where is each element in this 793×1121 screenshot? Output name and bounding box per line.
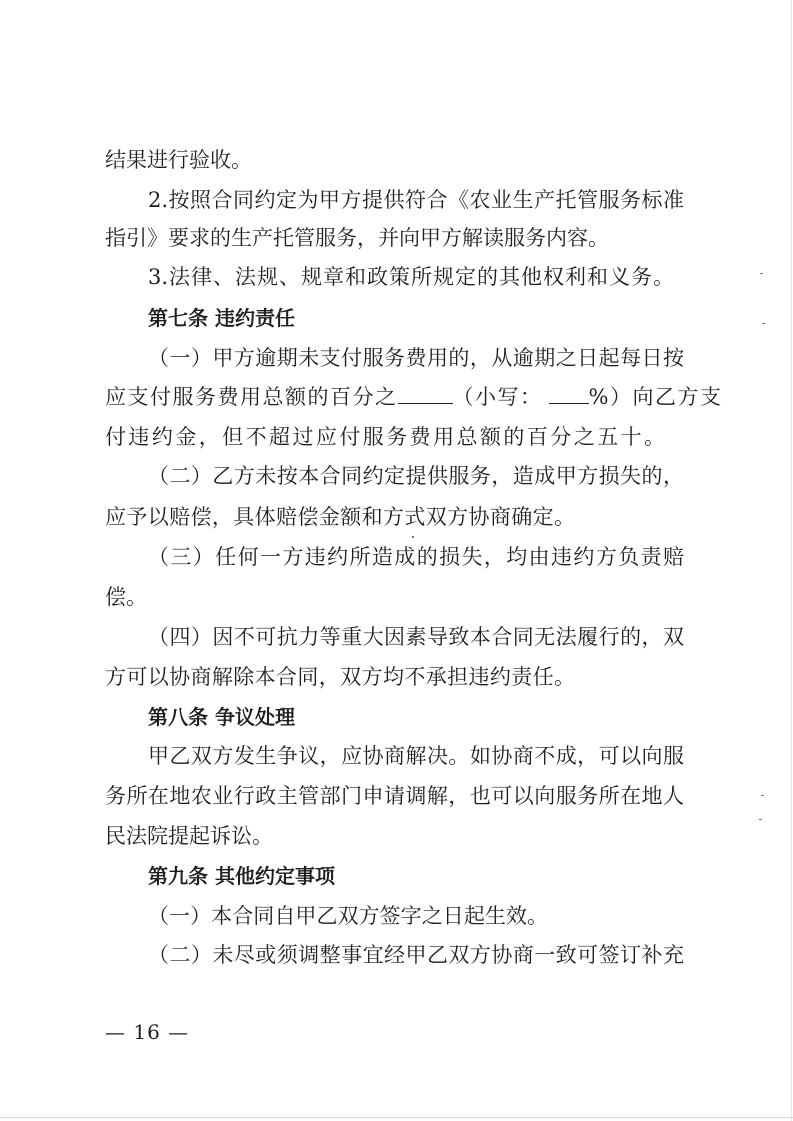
body-line: （二）乙方未按本合同约定提供服务，造成甲方损失的， — [148, 464, 684, 488]
article-8-heading: 第八条 争议处理 — [148, 705, 295, 729]
fill-in-blank-percent-text — [398, 385, 453, 404]
body-line: 指引》要求的生产托管服务，并向甲方解读服务内容。 — [105, 226, 609, 250]
body-text: 应支付服务费用总额的百分之 — [105, 385, 398, 409]
body-line: （二）未尽或须调整事宜经甲乙双方协商一致可签订补充 — [148, 943, 684, 967]
scan-speck — [412, 536, 414, 538]
body-line: 甲乙双方发生争议，应协商解决。如协商不成，可以向服 — [148, 744, 684, 768]
body-line: 务所在地农业行政主管部门申请调解，也可以向服务所在地人 — [105, 784, 684, 808]
body-line: （三）任何一方违约所造成的损失，均由违约方负责赔 — [148, 545, 684, 569]
body-line: 3.法律、法规、规章和政策所规定的其他权利和义务。 — [148, 265, 674, 289]
fill-in-blank-percent-number — [549, 385, 589, 404]
body-line: （四）因不可抗力等重大因素导致本合同无法履行的，双 — [148, 625, 684, 649]
scan-edge-line — [0, 1117, 793, 1118]
body-text: %）向乙方支 — [588, 385, 723, 409]
scan-speck — [761, 795, 764, 796]
scan-speck — [759, 819, 762, 820]
body-line: 2.按照合同约定为甲方提供符合《农业生产托管服务标准 — [148, 188, 684, 212]
body-line: 付违约金，但不超过应付服务费用总额的百分之五十。 — [105, 425, 665, 449]
body-line: 民法院提起诉讼。 — [105, 824, 273, 848]
body-text: （小写： — [452, 385, 543, 409]
body-line: 方可以协商解除本合同，双方均不承担违约责任。 — [105, 665, 575, 689]
scan-speck — [760, 273, 763, 274]
body-line: （一）甲方逾期未支付服务费用的，从逾期之日起每日按 — [148, 346, 684, 370]
page-number: — 16 — — [105, 1020, 190, 1044]
article-7-heading: 第七条 违约责任 — [148, 306, 295, 330]
body-line-with-blanks — [105, 383, 722, 411]
scan-edge-line — [791, 0, 792, 1121]
article-9-heading: 第九条 其他约定事项 — [148, 864, 335, 888]
body-line: 结果进行验收。 — [105, 148, 252, 172]
scan-speck — [762, 323, 765, 324]
body-line: 应予以赔偿，具体赔偿金额和方式双方协商确定。 — [105, 505, 575, 529]
body-line: 偿。 — [105, 585, 147, 609]
body-line: （一）本合同自甲乙双方签字之日起生效。 — [148, 904, 548, 928]
